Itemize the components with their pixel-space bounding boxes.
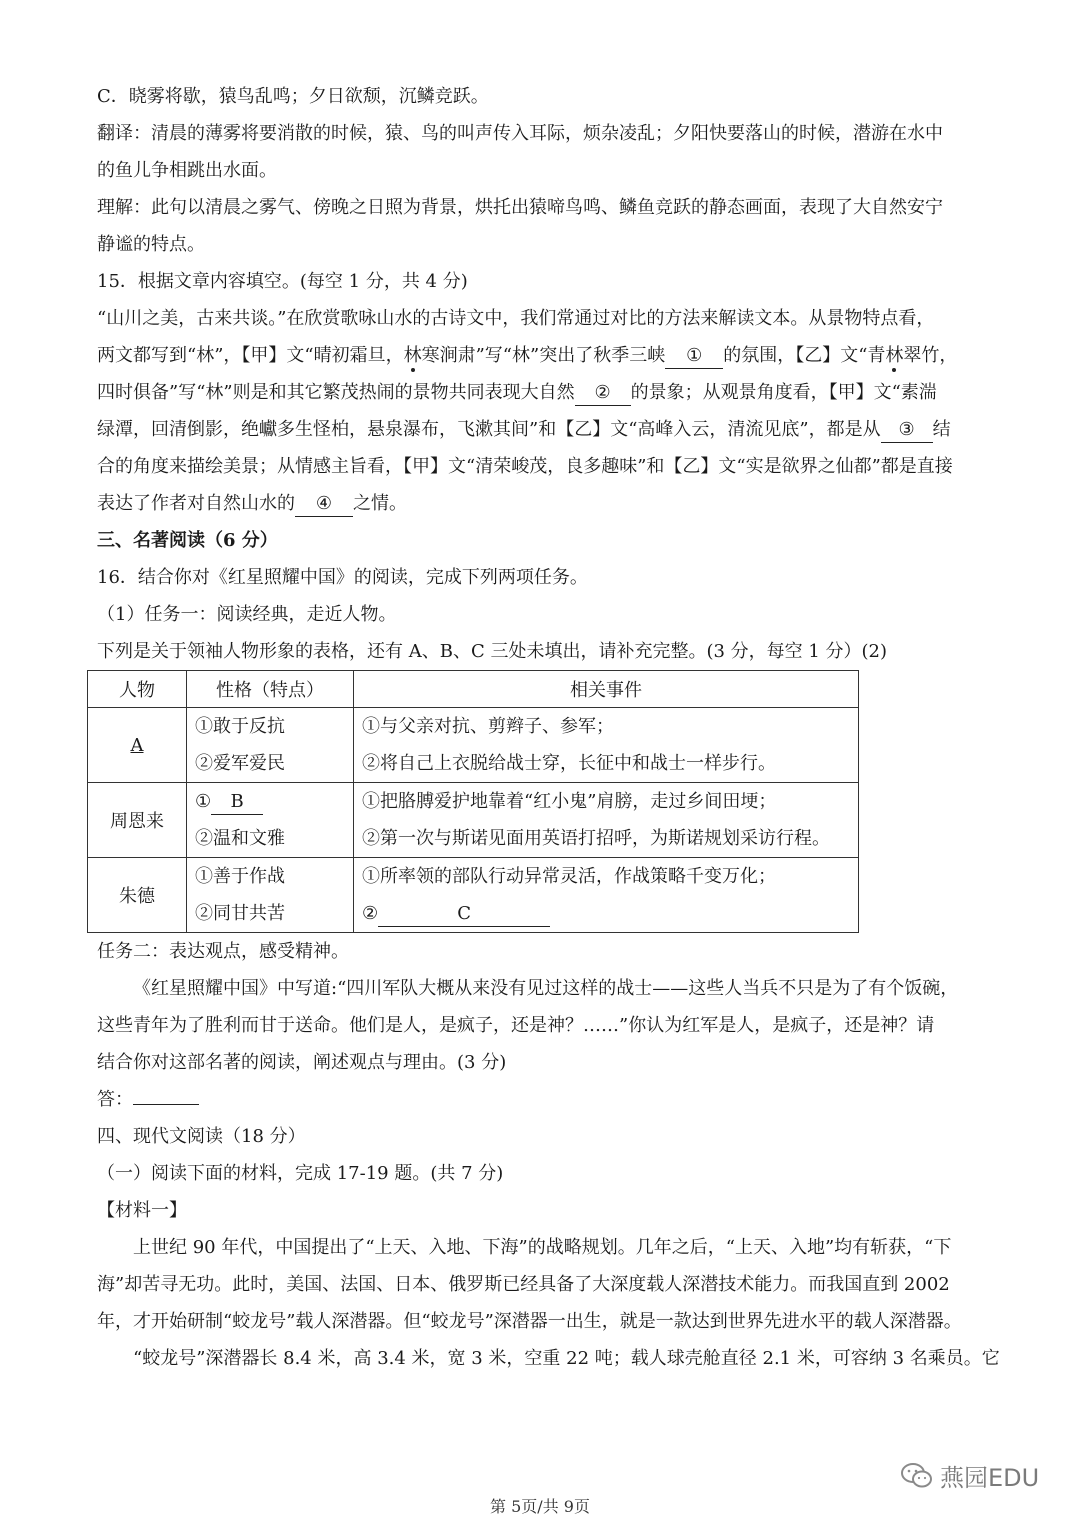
blank-c: C [378, 902, 550, 927]
blank-b: B [211, 790, 263, 815]
table-row: 周恩来 ① B ②温和文雅 ①把胳膊爱护地靠着“红小鬼”肩膀，走过乡间田埂； ②第一次与斯诺见面用英语打招呼，为斯诺规划采访行程。 [88, 783, 859, 858]
understanding-line-1: 理解：此句以清晨之雾气、傍晚之日照为背景，烘托出猿啼鸟鸣、鳞鱼竞跃的静态画面，表现了大自然安宁 [97, 197, 943, 218]
page-number: 第 5页/共 9页 [490, 1497, 590, 1516]
leaders-table [87, 670, 859, 933]
watermark-text: 燕园EDU [940, 1464, 1040, 1492]
emphasis-lin-1: 林 [403, 345, 422, 366]
q15-line-4: 绿潭，回清倒影，绝巘多生怪柏，悬泉瀑布，飞漱其间”和【乙】文“高峰入云，清流见底”，都是从 ③ 结 [97, 411, 987, 448]
task-1-title: （1）任务一：阅读经典，走近人物。 [97, 604, 397, 625]
question-15-title: 15．根据文章内容填空。(每空 1 分，共 4 分) [97, 271, 468, 292]
blank-2: ② [575, 381, 631, 406]
blank-3: ③ [881, 418, 933, 443]
answer-line: 答： [97, 1081, 987, 1118]
table-row: 朱德 ①善于作战 ②同甘共苦 ①所率领的部队行动异常灵活，作战策略千变万化； ② C [88, 858, 859, 933]
q15-line-3: 四时俱备”写“林”则是和其它繁茂热闹的景物共同表现大自然 ② 的景象；从观景角度看，【甲】文“素湍 [97, 374, 987, 411]
understanding-line-2: 静谧的特点。 [97, 234, 205, 255]
page-content [97, 78, 1000, 1377]
q15-line-5: 合的角度来描绘美景；从情感主旨看，【甲】文“清荣峻茂，良多趣味”和【乙】文“实是欲界之仙都”都是直接 [97, 456, 953, 477]
q15-line-6: 表达了作者对自然山水的 ④ 之情。 [97, 485, 987, 522]
material-1-line-1: 上世纪 90 年代，中国提出了“上天、入地、下海”的战略规划。几年之后，“上天、入地”均有斩获，“下 [133, 1237, 952, 1258]
header-person: 人物 [88, 671, 187, 708]
header-traits: 性格（特点） [187, 671, 354, 708]
task-1-desc: 下列是关于领袖人物形象的表格，还有 A、B、C 三处未填出，请补充完整。(3 分，每空 1 分）(2) [97, 641, 888, 662]
material-1-line-2: 海”却苦寻无功。此时，美国、法国、日本、俄罗斯已经具备了大深度载人深潜技术能力。而我国直到 2002 [97, 1274, 950, 1295]
task-2-line-3: 结合你对这部名著的阅读，阐述观点与理由。(3 分) [97, 1052, 507, 1073]
header-events: 相关事件 [354, 671, 859, 708]
task-2-title: 任务二：表达观点，感受精神。 [97, 941, 349, 962]
section-3-heading: 三、名著阅读（6 分） [97, 530, 278, 551]
watermark [900, 1458, 1039, 1493]
table-row: A ①敢于反抗 ②爱军爱民 ①与父亲对抗、剪辫子、参军； ②将自己上衣脱给战士穿，长征中和战士一样步行。 [88, 708, 859, 783]
material-1-line-3: 年，才开始研制“蛟龙号”载人深潜器。但“蛟龙号”深潜器一出生，就是一款达到世界先进水平的载人深潜器。 [97, 1311, 962, 1332]
question-16-title: 16．结合你对《红星照耀中国》的阅读，完成下列两项任务。 [97, 567, 588, 588]
option-c: C．晓雾将歇，猿鸟乱鸣；夕日欲颓，沉鳞竞跃。 [97, 86, 489, 107]
translation-line-2: 的鱼儿争相跳出水面。 [97, 160, 277, 181]
blank-1: ① [665, 344, 723, 369]
task-2-line-2: 这些青年为了胜利而甘于送命。他们是人，是疯子，还是神？……”你认为红军是人，是疯子，还是神？请 [97, 1015, 935, 1036]
blank-a: A [130, 734, 144, 756]
material-1-label: 【材料一】 [97, 1200, 187, 1221]
emphasis-lin-2: 林 [885, 345, 904, 366]
subsection-1-title: （一）阅读下面的材料，完成 17-19 题。(共 7 分) [97, 1163, 504, 1184]
translation-line-1: 翻译：清晨的薄雾将要消散的时候，猿、鸟的叫声传入耳际，烦杂凌乱；夕阳快要落山的时候，潜游在水中 [97, 123, 943, 144]
task-2-line-1: 《红星照耀中国》中写道:“四川军队大概从来没有见过这样的战士——这些人当兵不只是为了有个饭碗， [133, 978, 959, 999]
q15-line-1: “山川之美，古来共谈。”在欣赏歌咏山水的古诗文中，我们常通过对比的方法来解读文本。从景物特点看， [97, 308, 935, 329]
wechat-icon [900, 1462, 934, 1490]
blank-4: ④ [295, 492, 353, 517]
answer-blank [133, 1104, 199, 1105]
section-4-heading: 四、现代文阅读（18 分） [97, 1126, 306, 1147]
table-header-row [88, 671, 859, 708]
q15-line-2: 两文都写到“林”，【甲】文“晴初霜旦，林寒涧肃”写“林”突出了秋季三峡 ① 的氛围，【乙】文“青林翠竹， [97, 337, 987, 374]
material-1-line-4: “蛟龙号”深潜器长 8.4 米，高 3.4 米，宽 3 米，空重 22 吨；载人球壳舱直径 2.1 米，可容纳 3 名乘员。它 [133, 1348, 1000, 1369]
